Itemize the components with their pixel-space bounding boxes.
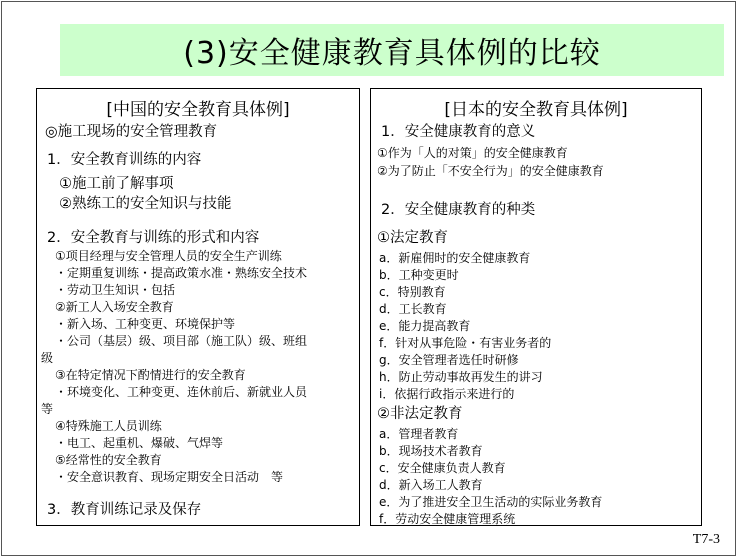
list-item: 2．安全教育与训练的形式和内容 <box>47 230 260 246</box>
list-item: ②为了防止「不安全行为」的安全健康教育 <box>377 164 604 178</box>
list-item: g．安全管理者选任时研修 <box>379 353 519 367</box>
list-item: c．特别教育 <box>379 285 446 299</box>
list-item: ③在特定情况下酌情进行的安全教育 <box>55 368 246 382</box>
china-example-panel <box>36 88 360 526</box>
list-item: ⑤经常性的安全教育 <box>55 453 162 467</box>
list-item: a．新雇佣时的安全健康教育 <box>379 251 531 265</box>
list-item: e．能力提高教育 <box>379 319 471 333</box>
list-item: ・劳动卫生知识・包括 <box>55 283 176 297</box>
list-item: d．新入场工人教育 <box>379 478 483 492</box>
list-item: 1．安全健康教育的意义 <box>381 124 536 140</box>
list-item: 级 <box>41 351 54 365</box>
list-item: i．依据行政指示来进行的 <box>379 387 515 401</box>
list-item: c．安全健康负责人教育 <box>379 461 506 475</box>
list-item: f．针对从事危险・有害业务者的 <box>379 336 552 350</box>
list-item: 2．安全健康教育的种类 <box>381 202 536 218</box>
list-item: ・新入场、工种变更、环境保护等 <box>55 317 236 331</box>
list-item: ・环境变化、工种变更、连休前后、新就业人员 <box>55 385 308 399</box>
list-item: ・公司（基层）级、项目部（施工队）级、班组 <box>55 334 308 348</box>
list-item: ①作为「人的对策」的安全健康教育 <box>377 146 568 160</box>
japan-panel-heading: [日本的安全教育具体例] <box>444 100 628 120</box>
list-item: f．劳动安全健康管理系统 <box>379 512 516 526</box>
list-item: b．现场技术者教育 <box>379 444 483 458</box>
list-item: d．工长教育 <box>379 302 447 316</box>
list-item: ・安全意识教育、现场定期安全日活动 等 <box>55 470 284 484</box>
list-item: ②非法定教育 <box>377 406 463 422</box>
list-item: ②新工人入场安全教育 <box>55 300 174 314</box>
list-item: e．为了推进安全卫生活动的实际业务教育 <box>379 495 603 509</box>
list-item: ④特殊施工人员训练 <box>55 419 162 433</box>
list-item: ・定期重复训练・提高政策水准・熟练安全技术 <box>55 266 308 280</box>
slide-title-text: (3)安全健康教育具体例的比较 <box>183 36 601 71</box>
list-item: ①法定教育 <box>377 230 448 246</box>
list-item: ①项目经理与安全管理人员的安全生产训练 <box>55 249 282 263</box>
list-item: a．管理者教育 <box>379 427 459 441</box>
slide-title <box>60 24 724 76</box>
list-item: h．防止劳动事故再发生的讲习 <box>379 370 543 384</box>
list-item: ・电工、起重机、爆破、气焊等 <box>55 436 224 450</box>
list-item: ◎施工现场的安全管理教育 <box>45 124 218 140</box>
list-item: 等 <box>41 402 54 416</box>
list-item: ①施工前了解事项 <box>59 176 174 192</box>
list-item: ②熟练工的安全知识与技能 <box>59 196 232 212</box>
list-item: 3．教育训练记录及保存 <box>47 502 202 518</box>
page-number: T7-3 <box>692 532 720 547</box>
japan-example-panel <box>370 88 702 526</box>
list-item: b．工种变更时 <box>379 268 459 282</box>
china-panel-heading: [中国的安全教育具体例] <box>106 100 290 120</box>
list-item: 1．安全教育训练的内容 <box>47 152 202 168</box>
